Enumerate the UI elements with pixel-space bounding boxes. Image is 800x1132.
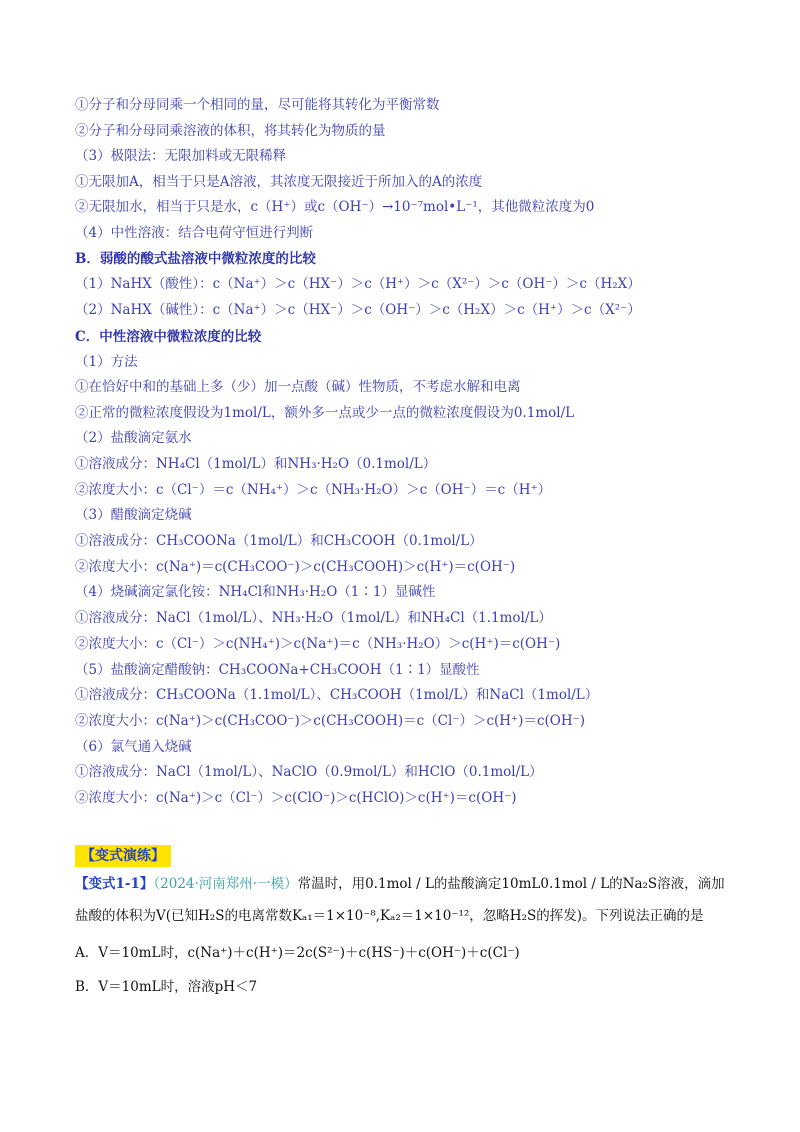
option-a: A．V＝10mL时，c(Na⁺)＋c(H⁺)＝2c(S²⁻)＋c(HS⁻)＋c(OH⁻)＋c(Cl⁻) (75, 945, 520, 961)
text-line: ②浓度大小：c（Cl⁻）＝c（NH₄⁺）＞c（NH₃·H₂O）＞c（OH⁻）＝c（H⁺） (75, 482, 552, 498)
text-line: ①溶液成分：CH₃COONa（1mol/L）和CH₃COOH（0.1mol/L） (75, 533, 483, 549)
text-line: （3）醋酸滴定烧碱 (75, 507, 192, 523)
section-heading: B．弱酸的酸式盐溶液中微粒浓度的比较 (75, 251, 316, 267)
exercise-tag: 【变式1-1】 (75, 876, 154, 892)
text-line: ①溶液成分：CH₃COONa（1.1mol/L）、CH₃COOH（1mol/L）和NaCl（1mol/L） (75, 687, 599, 703)
text-line: ②浓度大小：c（Cl⁻）＞c(NH₄⁺)＞c(Na⁺)＝c（NH₃·H₂O）＞c(H⁺)＝c(OH⁻) (75, 636, 561, 652)
text-line: ①在恰好中和的基础上多（少）加一点酸（碱）性物质，不考虑水解和电离 (75, 379, 521, 395)
text-line: ①分子和分母同乘一个相同的量，尽可能将其转化为平衡常数 (75, 97, 440, 113)
text-line: （6）氯气通入烧碱 (75, 739, 192, 755)
text-line: ①溶液成分：NaCl（1mol/L）、NH₃·H₂O（1mol/L）和NH₄Cl（1.1mol/L） (75, 610, 552, 626)
text-line: （4）烧碱滴定氯化铵：NH₄Cl和NH₃·H₂O（1∶1）显碱性 (75, 584, 436, 600)
option-b: B．V＝10mL时，溶液pH＜7 (75, 979, 258, 995)
text-line: ①溶液成分：NH₄Cl（1mol/L）和NH₃·H₂O（0.1mol/L） (75, 456, 437, 472)
text-line: （4）中性溶液：结合电荷守恒进行判断 (75, 225, 314, 241)
section-heading: C．中性溶液中微粒浓度的比较 (75, 329, 262, 345)
text-line: （1）NaHX（酸性）：c（Na⁺）＞c（HX⁻）＞c（H⁺）＞c（X²⁻）＞c（OH⁻）＞c（H₂X） (75, 276, 641, 292)
exercise-stem-line-2: 盐酸的体积为V(已知H₂S的电离常数Kₐ₁＝1×10⁻⁸,Kₐ₂＝1×10⁻¹²，忽略H₂S的挥发)。下列说法正确的是 (75, 908, 704, 924)
text-line: ②正常的微粒浓度假设为1mol/L，额外多一点或少一点的微粒浓度假设为0.1mol/L (75, 405, 575, 421)
exercise-stem-text: 常温时，用0.1mol / L的盐酸滴定10mL0.1mol / L的Na₂S溶液，滴加 (297, 876, 725, 892)
text-line: ①溶液成分：NaCl（1mol/L）、NaClO（0.9mol/L）和HClO（0.1mol/L） (75, 764, 543, 780)
text-line: ①无限加A，相当于只是A溶液，其浓度无限接近于所加入的A的浓度 (75, 174, 483, 190)
text-line: （3）极限法：无限加料或无限稀释 (75, 148, 287, 164)
text-line: （2）盐酸滴定氨水 (75, 430, 192, 446)
text-line: （5）盐酸滴定醋酸钠：CH₃COONa+CH₃COOH（1∶1）显酸性 (75, 662, 480, 678)
text-line: ②分子和分母同乘溶液的体积，将其转化为物质的量 (75, 123, 386, 139)
text-line: ②浓度大小：c(Na⁺)＝c(CH₃COO⁻)＞c(CH₃COOH)＞c(H⁺)＝c(OH⁻) (75, 559, 516, 575)
exercise-stem-line-1 (75, 874, 725, 894)
text-line: ②无限加水，相当于只是水，c（H⁺）或c（OH⁻）→10⁻⁷mol•L⁻¹，其他微粒浓度为0 (75, 199, 595, 215)
exercise-badge: 【变式演练】 (75, 845, 171, 867)
text-line: ②浓度大小：c(Na⁺)＞c(CH₃COO⁻)＞c(CH₃COOH)＝c（Cl⁻）＞c(H⁺)＝c(OH⁻) (75, 713, 586, 729)
text-line: ②浓度大小：c(Na⁺)＞c（Cl⁻）＞c(ClO⁻)＞c(HClO)＞c(H⁺)＝c(OH⁻) (75, 790, 517, 806)
text-line: （1）方法 (75, 354, 138, 370)
exercise-source: （2024·河南郑州·一模） (153, 876, 298, 892)
text-line: （2）NaHX（碱性）：c（Na⁺）＞c（HX⁻）＞c（OH⁻）＞c（H₂X）＞c（H⁺）＞c（X²⁻） (75, 302, 641, 318)
